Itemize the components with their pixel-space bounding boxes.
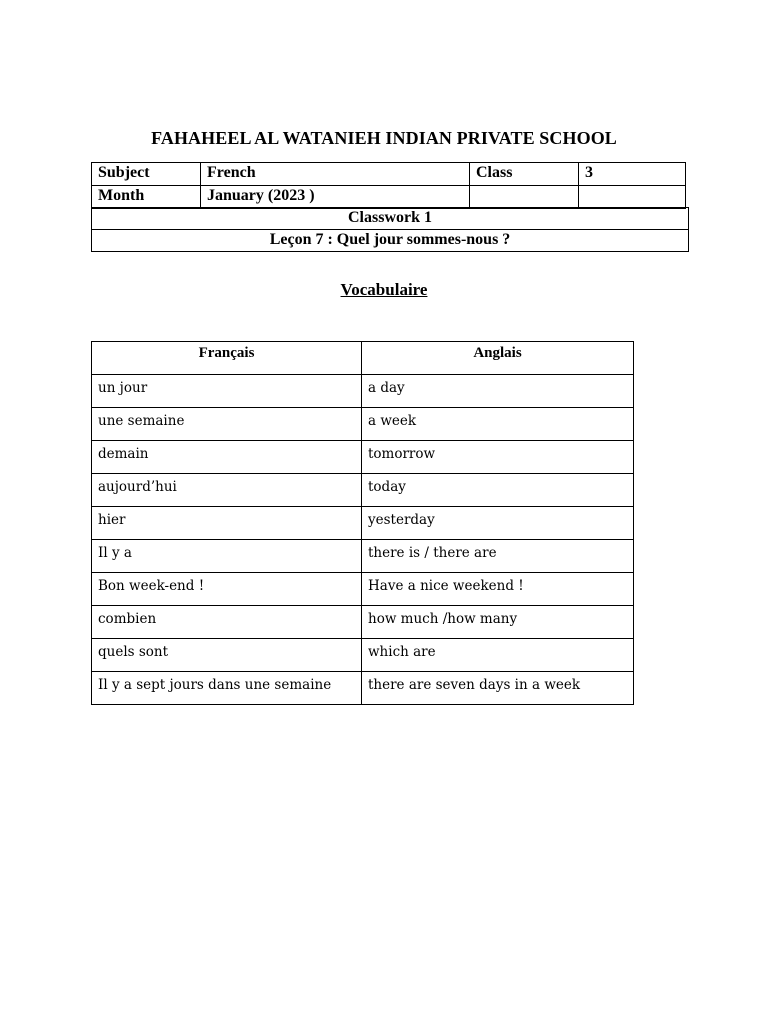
- school-title: FAHAHEEL AL WATANIEH INDIAN PRIVATE SCHOOL: [151, 128, 617, 148]
- subject-value: French: [201, 163, 470, 186]
- info-row-subject: [92, 163, 686, 186]
- month-label: Month: [92, 186, 201, 209]
- english-cell: yesterday: [362, 507, 634, 540]
- table-row: [92, 375, 634, 408]
- lesson-title: Leçon 7 : Quel jour sommes-nous ?: [92, 230, 689, 252]
- english-cell: Have a nice weekend !: [362, 573, 634, 606]
- french-cell: Il y a sept jours dans une semaine: [92, 672, 362, 705]
- table-row: [92, 573, 634, 606]
- class-label: Class: [470, 163, 579, 186]
- col-header-english: Anglais: [362, 342, 634, 375]
- vocab-table: [91, 341, 634, 705]
- table-row: [92, 672, 634, 705]
- french-cell: aujourd’hui: [92, 474, 362, 507]
- french-cell: une semaine: [92, 408, 362, 441]
- english-cell: which are: [362, 639, 634, 672]
- english-cell: a week: [362, 408, 634, 441]
- table-row: [92, 507, 634, 540]
- english-cell: a day: [362, 375, 634, 408]
- info-row-month: [92, 186, 686, 209]
- french-cell: Il y a: [92, 540, 362, 573]
- table-row: [92, 408, 634, 441]
- english-cell: tomorrow: [362, 441, 634, 474]
- english-cell: today: [362, 474, 634, 507]
- table-row: [92, 540, 634, 573]
- subject-label: Subject: [92, 163, 201, 186]
- vocab-header-row: [92, 342, 634, 375]
- vocab-heading: [0, 280, 768, 300]
- french-cell: combien: [92, 606, 362, 639]
- empty-cell: [470, 186, 579, 209]
- french-cell: hier: [92, 507, 362, 540]
- classwork-title: Classwork 1: [92, 208, 689, 230]
- english-cell: how much /how many: [362, 606, 634, 639]
- table-row: [92, 441, 634, 474]
- english-cell: there is / there are: [362, 540, 634, 573]
- english-cell: there are seven days in a week: [362, 672, 634, 705]
- table-row: [92, 474, 634, 507]
- french-cell: demain: [92, 441, 362, 474]
- vocab-heading-text: Vocabulaire: [340, 280, 428, 299]
- classwork-table: [91, 207, 689, 252]
- table-row: [92, 639, 634, 672]
- french-cell: un jour: [92, 375, 362, 408]
- col-header-french: Français: [92, 342, 362, 375]
- french-cell: Bon week-end !: [92, 573, 362, 606]
- french-cell: quels sont: [92, 639, 362, 672]
- class-value: 3: [579, 163, 686, 186]
- month-value: January (2023 ): [201, 186, 470, 209]
- empty-cell: [579, 186, 686, 209]
- table-row: [92, 606, 634, 639]
- info-table: [91, 162, 686, 209]
